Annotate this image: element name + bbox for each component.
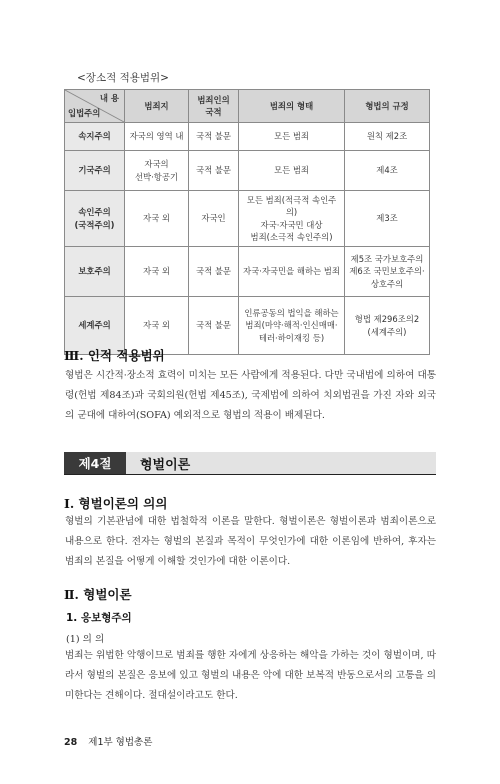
table-cell: 자국인	[189, 191, 239, 247]
table-cell: 국적 불문	[189, 151, 239, 191]
table-cell: 제3조	[345, 191, 430, 247]
section-title: 형벌이론	[126, 452, 436, 474]
table-corner-cell	[65, 90, 125, 123]
table-row	[65, 247, 430, 297]
table-cell: 자국 외	[125, 191, 189, 247]
table-cell: 제4조	[345, 151, 430, 191]
corner-bottom-label: 입법주의	[68, 107, 101, 118]
subheading-meaning: (1) 의 의	[66, 634, 105, 645]
row-header: 속지주의	[65, 123, 125, 151]
table-row	[65, 123, 430, 151]
table-caption: <장소적 적용범위>	[77, 72, 169, 84]
column-header: 범죄인의 국적	[189, 90, 239, 123]
row-header: 세계주의	[65, 297, 125, 355]
section-header	[64, 452, 436, 475]
theory-heading: Ⅱ. 형벌이론	[64, 587, 132, 602]
table-cell: 형법 제296조의2 (세계주의)	[345, 297, 430, 355]
page-number: 28	[64, 737, 78, 748]
table-cell: 자국·자국민을 해하는 범죄	[239, 247, 345, 297]
table-cell: 자국의 선박·항공기	[125, 151, 189, 191]
table-cell: 제5조 국가보호주의 제6조 국민보호주의· 상호주의	[345, 247, 430, 297]
table-cell: 국적 불문	[189, 297, 239, 355]
row-header: 보호주의	[65, 247, 125, 297]
table-cell: 국적 불문	[189, 247, 239, 297]
table-header-row	[65, 90, 430, 123]
column-header: 형법의 규정	[345, 90, 430, 123]
row-header: 기국주의	[65, 151, 125, 191]
page-footer	[64, 734, 152, 748]
concept-heading: Ⅰ. 형벌이론의 의의	[64, 496, 168, 511]
part-title: 제1부 형법총론	[88, 737, 153, 748]
table-cell: 모든 범죄(적극적 속인주의) 자국·자국민 대상 범죄(소극적 속인주의)	[239, 191, 345, 247]
column-header: 범죄의 형태	[239, 90, 345, 123]
corner-top-label: 내 용	[99, 93, 119, 103]
retribution-paragraph: 범죄는 위법한 악행이므로 범죄를 행한 자에게 상응하는 해악을 가하는 것이 형벌이며, 따라서 형벌의 본질은 응보에 있고 형벌의 내용은 악에 대한 보복적 반동으로서의 고통을 의미한다는 견해이다. 절대설이라고도 한다.	[65, 650, 436, 701]
table-cell: 자국의 영역 내	[125, 123, 189, 151]
row-header: 속인주의 (국적주의)	[65, 191, 125, 247]
table-row	[65, 191, 430, 247]
subheading-retribution: 1. 응보형주의	[66, 612, 132, 624]
table-cell: 인류공동의 법익을 해하는 범죄(마약·해적·인신매매· 테러·하이재킹 등)	[239, 297, 345, 355]
territorial-scope-table	[64, 89, 430, 355]
personal-scope-heading: Ⅲ. 인적 적용범위	[64, 348, 165, 363]
section-number-badge: 제4절	[64, 452, 126, 474]
table-row	[65, 151, 430, 191]
personal-scope-paragraph: 형법은 시간적·장소적 효력이 미치는 모든 사람에게 적용된다. 다만 국내법에 의하여 대통령(헌법 제84조)과 국회의원(헌법 제45조), 국제법에 의하여 치외법권을 가진 자와 외국의 군대에 대하여(SOFA) 예외적으로 형법의 적용이 배제된다.	[65, 370, 436, 421]
column-header: 범죄지	[125, 90, 189, 123]
concept-paragraph: 형벌의 기본관념에 대한 법철학적 이론을 말한다. 형벌이론은 형벌이론과 범죄이론으로 내용으로 한다. 전자는 형벌의 본질과 목적이 무엇인가에 대한 이론임에 반하여, 후자는 범죄의 본질을 어떻게 이해할 것인가에 대한 이론이다.	[65, 516, 436, 567]
table-cell: 자국 외	[125, 247, 189, 297]
table-cell: 국적 불문	[189, 123, 239, 151]
table-cell: 자국 외	[125, 297, 189, 355]
table-cell: 모든 범죄	[239, 151, 345, 191]
table-cell: 모든 범죄	[239, 123, 345, 151]
table-cell: 원칙 제2조	[345, 123, 430, 151]
